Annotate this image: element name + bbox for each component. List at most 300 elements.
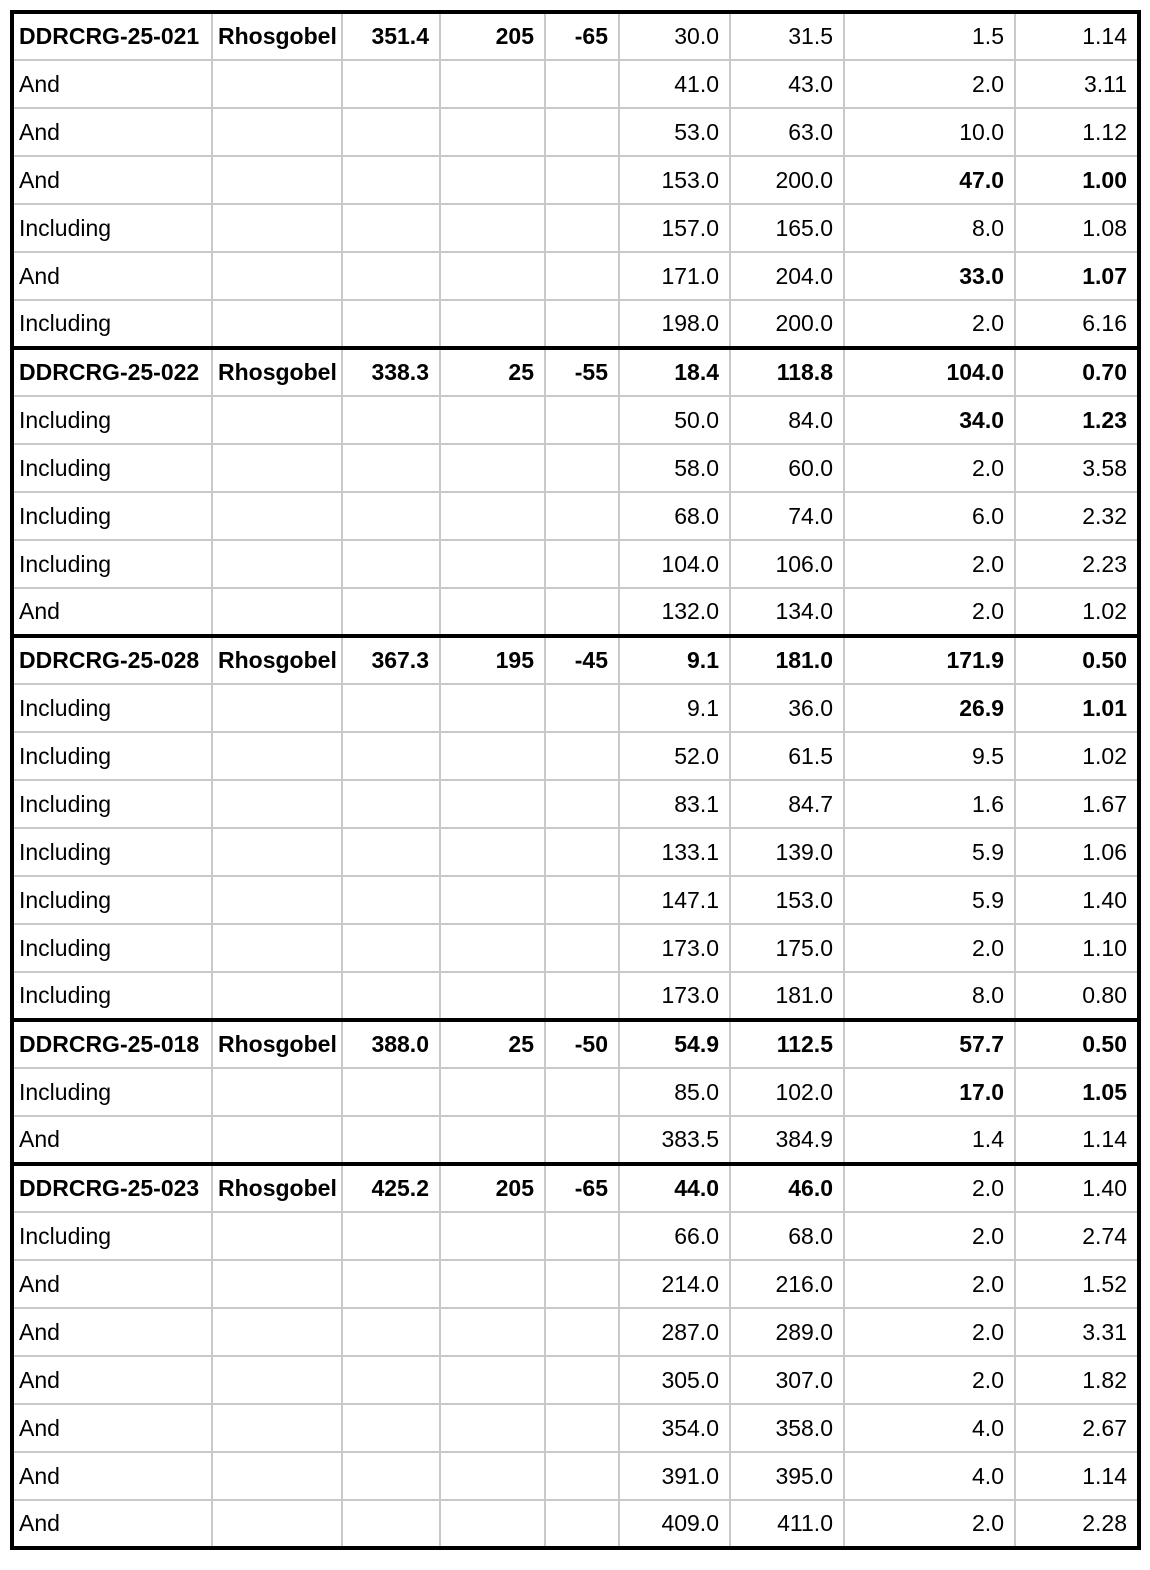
cell-azimuth: 25 bbox=[440, 348, 545, 396]
cell-interval-m: 1.6 bbox=[844, 780, 1015, 828]
cell-interval-m: 5.9 bbox=[844, 828, 1015, 876]
cell-depth bbox=[342, 156, 440, 204]
cell-depth bbox=[342, 1068, 440, 1116]
cell-prospect bbox=[212, 1068, 342, 1116]
cell-grade: 1.02 bbox=[1015, 732, 1139, 780]
cell-from-m: 214.0 bbox=[619, 1260, 730, 1308]
cell-to-m: 118.8 bbox=[730, 348, 844, 396]
cell-grade: 1.10 bbox=[1015, 924, 1139, 972]
cell-azimuth bbox=[440, 300, 545, 348]
cell-to-m: 43.0 bbox=[730, 60, 844, 108]
cell-prospect bbox=[212, 1260, 342, 1308]
cell-grade: 1.07 bbox=[1015, 252, 1139, 300]
cell-grade: 1.52 bbox=[1015, 1260, 1139, 1308]
cell-interval-m: 5.9 bbox=[844, 876, 1015, 924]
table-row bbox=[12, 1116, 1139, 1164]
cell-depth: 425.2 bbox=[342, 1164, 440, 1212]
cell-grade: 1.01 bbox=[1015, 684, 1139, 732]
cell-azimuth bbox=[440, 252, 545, 300]
cell-grade: 3.11 bbox=[1015, 60, 1139, 108]
cell-hole-id: Including bbox=[12, 204, 212, 252]
cell-depth bbox=[342, 588, 440, 636]
cell-dip: -55 bbox=[545, 348, 619, 396]
cell-to-m: 411.0 bbox=[730, 1500, 844, 1548]
cell-azimuth bbox=[440, 60, 545, 108]
cell-interval-m: 2.0 bbox=[844, 1260, 1015, 1308]
cell-from-m: 133.1 bbox=[619, 828, 730, 876]
cell-prospect bbox=[212, 1356, 342, 1404]
table-row bbox=[12, 60, 1139, 108]
cell-grade: 1.14 bbox=[1015, 1116, 1139, 1164]
table-row-hole-header bbox=[12, 348, 1139, 396]
cell-hole-id: And bbox=[12, 1452, 212, 1500]
cell-prospect bbox=[212, 108, 342, 156]
cell-depth bbox=[342, 1404, 440, 1452]
table-row bbox=[12, 156, 1139, 204]
cell-hole-id: Including bbox=[12, 828, 212, 876]
table-row bbox=[12, 540, 1139, 588]
cell-prospect bbox=[212, 204, 342, 252]
cell-depth: 338.3 bbox=[342, 348, 440, 396]
cell-depth bbox=[342, 1500, 440, 1548]
table-row bbox=[12, 588, 1139, 636]
cell-hole-id: And bbox=[12, 60, 212, 108]
cell-to-m: 60.0 bbox=[730, 444, 844, 492]
cell-interval-m: 26.9 bbox=[844, 684, 1015, 732]
cell-to-m: 68.0 bbox=[730, 1212, 844, 1260]
cell-hole-id: Including bbox=[12, 1212, 212, 1260]
cell-from-m: 153.0 bbox=[619, 156, 730, 204]
cell-depth bbox=[342, 876, 440, 924]
cell-grade: 1.67 bbox=[1015, 780, 1139, 828]
cell-from-m: 53.0 bbox=[619, 108, 730, 156]
cell-to-m: 74.0 bbox=[730, 492, 844, 540]
cell-dip bbox=[545, 1068, 619, 1116]
cell-from-m: 383.5 bbox=[619, 1116, 730, 1164]
cell-azimuth bbox=[440, 1116, 545, 1164]
cell-azimuth bbox=[440, 1308, 545, 1356]
table-row bbox=[12, 300, 1139, 348]
cell-grade: 1.12 bbox=[1015, 108, 1139, 156]
cell-prospect bbox=[212, 876, 342, 924]
table-row bbox=[12, 1308, 1139, 1356]
cell-depth bbox=[342, 300, 440, 348]
table-row bbox=[12, 204, 1139, 252]
cell-grade: 1.08 bbox=[1015, 204, 1139, 252]
cell-prospect: Rhosgobel bbox=[212, 1164, 342, 1212]
cell-azimuth bbox=[440, 780, 545, 828]
table-row bbox=[12, 876, 1139, 924]
cell-prospect bbox=[212, 924, 342, 972]
cell-depth bbox=[342, 60, 440, 108]
cell-hole-id: And bbox=[12, 1404, 212, 1452]
cell-to-m: 61.5 bbox=[730, 732, 844, 780]
cell-to-m: 63.0 bbox=[730, 108, 844, 156]
cell-from-m: 66.0 bbox=[619, 1212, 730, 1260]
cell-interval-m: 2.0 bbox=[844, 1164, 1015, 1212]
cell-grade: 2.28 bbox=[1015, 1500, 1139, 1548]
cell-prospect: Rhosgobel bbox=[212, 1020, 342, 1068]
cell-from-m: 83.1 bbox=[619, 780, 730, 828]
cell-from-m: 132.0 bbox=[619, 588, 730, 636]
cell-dip bbox=[545, 1212, 619, 1260]
cell-to-m: 112.5 bbox=[730, 1020, 844, 1068]
table-row bbox=[12, 396, 1139, 444]
cell-azimuth bbox=[440, 1452, 545, 1500]
cell-hole-id: And bbox=[12, 588, 212, 636]
cell-from-m: 409.0 bbox=[619, 1500, 730, 1548]
cell-to-m: 84.0 bbox=[730, 396, 844, 444]
table-row-hole-header bbox=[12, 1020, 1139, 1068]
cell-azimuth bbox=[440, 396, 545, 444]
cell-depth bbox=[342, 1356, 440, 1404]
cell-from-m: 391.0 bbox=[619, 1452, 730, 1500]
cell-from-m: 157.0 bbox=[619, 204, 730, 252]
cell-azimuth bbox=[440, 108, 545, 156]
cell-hole-id: Including bbox=[12, 780, 212, 828]
cell-depth bbox=[342, 396, 440, 444]
cell-azimuth bbox=[440, 828, 545, 876]
cell-interval-m: 2.0 bbox=[844, 924, 1015, 972]
cell-grade: 6.16 bbox=[1015, 300, 1139, 348]
cell-dip bbox=[545, 156, 619, 204]
table-row-hole-header bbox=[12, 12, 1139, 60]
cell-from-m: 68.0 bbox=[619, 492, 730, 540]
cell-interval-m: 2.0 bbox=[844, 1500, 1015, 1548]
cell-dip bbox=[545, 732, 619, 780]
cell-prospect bbox=[212, 252, 342, 300]
cell-dip: -45 bbox=[545, 636, 619, 684]
cell-dip bbox=[545, 924, 619, 972]
cell-from-m: 9.1 bbox=[619, 684, 730, 732]
cell-hole-id: And bbox=[12, 1500, 212, 1548]
cell-hole-id: DDRCRG-25-023 bbox=[12, 1164, 212, 1212]
cell-dip bbox=[545, 780, 619, 828]
cell-depth bbox=[342, 1260, 440, 1308]
cell-azimuth bbox=[440, 1404, 545, 1452]
cell-hole-id: Including bbox=[12, 444, 212, 492]
cell-prospect bbox=[212, 300, 342, 348]
cell-from-m: 147.1 bbox=[619, 876, 730, 924]
cell-to-m: 289.0 bbox=[730, 1308, 844, 1356]
cell-grade: 3.58 bbox=[1015, 444, 1139, 492]
drill-results-table bbox=[10, 10, 1141, 1550]
cell-interval-m: 17.0 bbox=[844, 1068, 1015, 1116]
cell-to-m: 139.0 bbox=[730, 828, 844, 876]
cell-hole-id: And bbox=[12, 156, 212, 204]
cell-grade: 1.82 bbox=[1015, 1356, 1139, 1404]
cell-grade: 0.80 bbox=[1015, 972, 1139, 1020]
cell-hole-id: And bbox=[12, 1356, 212, 1404]
cell-hole-id: And bbox=[12, 1308, 212, 1356]
cell-azimuth bbox=[440, 444, 545, 492]
cell-from-m: 41.0 bbox=[619, 60, 730, 108]
cell-interval-m: 9.5 bbox=[844, 732, 1015, 780]
cell-to-m: 175.0 bbox=[730, 924, 844, 972]
cell-interval-m: 1.5 bbox=[844, 12, 1015, 60]
cell-prospect: Rhosgobel bbox=[212, 348, 342, 396]
cell-to-m: 36.0 bbox=[730, 684, 844, 732]
cell-interval-m: 57.7 bbox=[844, 1020, 1015, 1068]
cell-dip bbox=[545, 1260, 619, 1308]
cell-prospect bbox=[212, 684, 342, 732]
cell-dip bbox=[545, 540, 619, 588]
cell-azimuth: 205 bbox=[440, 1164, 545, 1212]
cell-interval-m: 4.0 bbox=[844, 1452, 1015, 1500]
drill-table-body bbox=[12, 12, 1139, 1548]
table-row bbox=[12, 780, 1139, 828]
cell-grade: 1.06 bbox=[1015, 828, 1139, 876]
cell-grade: 2.67 bbox=[1015, 1404, 1139, 1452]
cell-from-m: 54.9 bbox=[619, 1020, 730, 1068]
cell-to-m: 84.7 bbox=[730, 780, 844, 828]
cell-depth: 388.0 bbox=[342, 1020, 440, 1068]
cell-azimuth bbox=[440, 1356, 545, 1404]
cell-prospect bbox=[212, 156, 342, 204]
cell-dip bbox=[545, 1356, 619, 1404]
table-row bbox=[12, 924, 1139, 972]
cell-to-m: 102.0 bbox=[730, 1068, 844, 1116]
cell-depth bbox=[342, 924, 440, 972]
cell-from-m: 44.0 bbox=[619, 1164, 730, 1212]
cell-azimuth bbox=[440, 684, 545, 732]
cell-grade: 0.50 bbox=[1015, 636, 1139, 684]
cell-dip bbox=[545, 684, 619, 732]
table-row bbox=[12, 684, 1139, 732]
cell-to-m: 106.0 bbox=[730, 540, 844, 588]
cell-dip bbox=[545, 492, 619, 540]
cell-depth: 367.3 bbox=[342, 636, 440, 684]
cell-depth bbox=[342, 492, 440, 540]
cell-interval-m: 10.0 bbox=[844, 108, 1015, 156]
cell-prospect bbox=[212, 828, 342, 876]
cell-depth bbox=[342, 1212, 440, 1260]
cell-interval-m: 33.0 bbox=[844, 252, 1015, 300]
cell-grade: 3.31 bbox=[1015, 1308, 1139, 1356]
cell-grade: 1.05 bbox=[1015, 1068, 1139, 1116]
table-row bbox=[12, 1212, 1139, 1260]
cell-hole-id: And bbox=[12, 252, 212, 300]
cell-to-m: 181.0 bbox=[730, 972, 844, 1020]
cell-to-m: 358.0 bbox=[730, 1404, 844, 1452]
cell-grade: 1.14 bbox=[1015, 12, 1139, 60]
table-row bbox=[12, 732, 1139, 780]
cell-interval-m: 8.0 bbox=[844, 972, 1015, 1020]
table-row-hole-header bbox=[12, 636, 1139, 684]
cell-azimuth: 195 bbox=[440, 636, 545, 684]
cell-from-m: 173.0 bbox=[619, 924, 730, 972]
cell-interval-m: 34.0 bbox=[844, 396, 1015, 444]
cell-depth bbox=[342, 780, 440, 828]
cell-depth bbox=[342, 252, 440, 300]
cell-dip bbox=[545, 300, 619, 348]
cell-from-m: 354.0 bbox=[619, 1404, 730, 1452]
cell-dip bbox=[545, 1308, 619, 1356]
cell-hole-id: DDRCRG-25-021 bbox=[12, 12, 212, 60]
table-row bbox=[12, 492, 1139, 540]
cell-prospect bbox=[212, 1452, 342, 1500]
cell-grade: 1.40 bbox=[1015, 1164, 1139, 1212]
cell-to-m: 216.0 bbox=[730, 1260, 844, 1308]
cell-prospect bbox=[212, 588, 342, 636]
cell-hole-id: Including bbox=[12, 924, 212, 972]
cell-azimuth bbox=[440, 876, 545, 924]
cell-grade: 2.23 bbox=[1015, 540, 1139, 588]
cell-hole-id: And bbox=[12, 108, 212, 156]
cell-from-m: 171.0 bbox=[619, 252, 730, 300]
cell-prospect bbox=[212, 540, 342, 588]
cell-hole-id: Including bbox=[12, 396, 212, 444]
table-row-hole-header bbox=[12, 1164, 1139, 1212]
cell-from-m: 9.1 bbox=[619, 636, 730, 684]
cell-interval-m: 171.9 bbox=[844, 636, 1015, 684]
table-row bbox=[12, 1404, 1139, 1452]
cell-hole-id: And bbox=[12, 1116, 212, 1164]
cell-hole-id: Including bbox=[12, 876, 212, 924]
cell-azimuth bbox=[440, 924, 545, 972]
cell-dip bbox=[545, 828, 619, 876]
cell-prospect bbox=[212, 1308, 342, 1356]
cell-dip bbox=[545, 204, 619, 252]
cell-azimuth bbox=[440, 1260, 545, 1308]
cell-depth: 351.4 bbox=[342, 12, 440, 60]
cell-from-m: 104.0 bbox=[619, 540, 730, 588]
cell-from-m: 173.0 bbox=[619, 972, 730, 1020]
cell-prospect: Rhosgobel bbox=[212, 12, 342, 60]
cell-from-m: 58.0 bbox=[619, 444, 730, 492]
cell-interval-m: 104.0 bbox=[844, 348, 1015, 396]
cell-to-m: 307.0 bbox=[730, 1356, 844, 1404]
cell-dip bbox=[545, 1500, 619, 1548]
cell-from-m: 287.0 bbox=[619, 1308, 730, 1356]
cell-prospect: Rhosgobel bbox=[212, 636, 342, 684]
cell-to-m: 384.9 bbox=[730, 1116, 844, 1164]
cell-grade: 1.40 bbox=[1015, 876, 1139, 924]
cell-hole-id: Including bbox=[12, 684, 212, 732]
cell-dip: -65 bbox=[545, 1164, 619, 1212]
cell-azimuth bbox=[440, 156, 545, 204]
cell-azimuth bbox=[440, 588, 545, 636]
cell-interval-m: 2.0 bbox=[844, 1356, 1015, 1404]
cell-to-m: 181.0 bbox=[730, 636, 844, 684]
cell-prospect bbox=[212, 1500, 342, 1548]
cell-depth bbox=[342, 732, 440, 780]
cell-hole-id: Including bbox=[12, 1068, 212, 1116]
cell-from-m: 85.0 bbox=[619, 1068, 730, 1116]
cell-depth bbox=[342, 1452, 440, 1500]
cell-dip bbox=[545, 1452, 619, 1500]
cell-dip bbox=[545, 108, 619, 156]
cell-azimuth bbox=[440, 204, 545, 252]
cell-dip bbox=[545, 444, 619, 492]
cell-interval-m: 2.0 bbox=[844, 588, 1015, 636]
cell-dip bbox=[545, 1404, 619, 1452]
cell-dip: -65 bbox=[545, 12, 619, 60]
cell-depth bbox=[342, 1116, 440, 1164]
cell-azimuth bbox=[440, 1212, 545, 1260]
cell-interval-m: 2.0 bbox=[844, 1308, 1015, 1356]
cell-prospect bbox=[212, 1116, 342, 1164]
cell-azimuth: 25 bbox=[440, 1020, 545, 1068]
cell-grade: 2.74 bbox=[1015, 1212, 1139, 1260]
cell-azimuth bbox=[440, 1500, 545, 1548]
cell-from-m: 305.0 bbox=[619, 1356, 730, 1404]
table-row bbox=[12, 108, 1139, 156]
cell-to-m: 31.5 bbox=[730, 12, 844, 60]
cell-interval-m: 2.0 bbox=[844, 300, 1015, 348]
cell-grade: 0.70 bbox=[1015, 348, 1139, 396]
cell-to-m: 134.0 bbox=[730, 588, 844, 636]
cell-to-m: 46.0 bbox=[730, 1164, 844, 1212]
cell-prospect bbox=[212, 1404, 342, 1452]
cell-grade: 2.32 bbox=[1015, 492, 1139, 540]
cell-azimuth bbox=[440, 972, 545, 1020]
cell-hole-id: And bbox=[12, 1260, 212, 1308]
cell-dip bbox=[545, 396, 619, 444]
cell-to-m: 153.0 bbox=[730, 876, 844, 924]
cell-dip bbox=[545, 252, 619, 300]
cell-interval-m: 1.4 bbox=[844, 1116, 1015, 1164]
cell-depth bbox=[342, 108, 440, 156]
cell-azimuth bbox=[440, 1068, 545, 1116]
cell-interval-m: 4.0 bbox=[844, 1404, 1015, 1452]
table-row bbox=[12, 828, 1139, 876]
cell-prospect bbox=[212, 60, 342, 108]
table-row bbox=[12, 1452, 1139, 1500]
cell-prospect bbox=[212, 972, 342, 1020]
cell-dip bbox=[545, 972, 619, 1020]
table-row bbox=[12, 1068, 1139, 1116]
cell-interval-m: 6.0 bbox=[844, 492, 1015, 540]
cell-prospect bbox=[212, 396, 342, 444]
cell-hole-id: Including bbox=[12, 732, 212, 780]
cell-interval-m: 2.0 bbox=[844, 444, 1015, 492]
cell-hole-id: DDRCRG-25-028 bbox=[12, 636, 212, 684]
cell-from-m: 30.0 bbox=[619, 12, 730, 60]
cell-from-m: 18.4 bbox=[619, 348, 730, 396]
cell-to-m: 200.0 bbox=[730, 156, 844, 204]
cell-hole-id: DDRCRG-25-018 bbox=[12, 1020, 212, 1068]
cell-dip: -50 bbox=[545, 1020, 619, 1068]
cell-to-m: 395.0 bbox=[730, 1452, 844, 1500]
cell-prospect bbox=[212, 732, 342, 780]
cell-azimuth bbox=[440, 732, 545, 780]
cell-depth bbox=[342, 828, 440, 876]
cell-depth bbox=[342, 1308, 440, 1356]
table-row bbox=[12, 444, 1139, 492]
cell-interval-m: 8.0 bbox=[844, 204, 1015, 252]
cell-grade: 1.14 bbox=[1015, 1452, 1139, 1500]
cell-depth bbox=[342, 444, 440, 492]
cell-prospect bbox=[212, 780, 342, 828]
cell-prospect bbox=[212, 1212, 342, 1260]
table-row bbox=[12, 1500, 1139, 1548]
cell-grade: 1.00 bbox=[1015, 156, 1139, 204]
cell-dip bbox=[545, 60, 619, 108]
cell-hole-id: DDRCRG-25-022 bbox=[12, 348, 212, 396]
cell-from-m: 198.0 bbox=[619, 300, 730, 348]
cell-interval-m: 2.0 bbox=[844, 1212, 1015, 1260]
cell-grade: 1.23 bbox=[1015, 396, 1139, 444]
cell-depth bbox=[342, 972, 440, 1020]
cell-grade: 1.02 bbox=[1015, 588, 1139, 636]
table-row bbox=[12, 252, 1139, 300]
cell-hole-id: Including bbox=[12, 540, 212, 588]
cell-from-m: 50.0 bbox=[619, 396, 730, 444]
cell-to-m: 204.0 bbox=[730, 252, 844, 300]
cell-hole-id: Including bbox=[12, 492, 212, 540]
cell-depth bbox=[342, 684, 440, 732]
